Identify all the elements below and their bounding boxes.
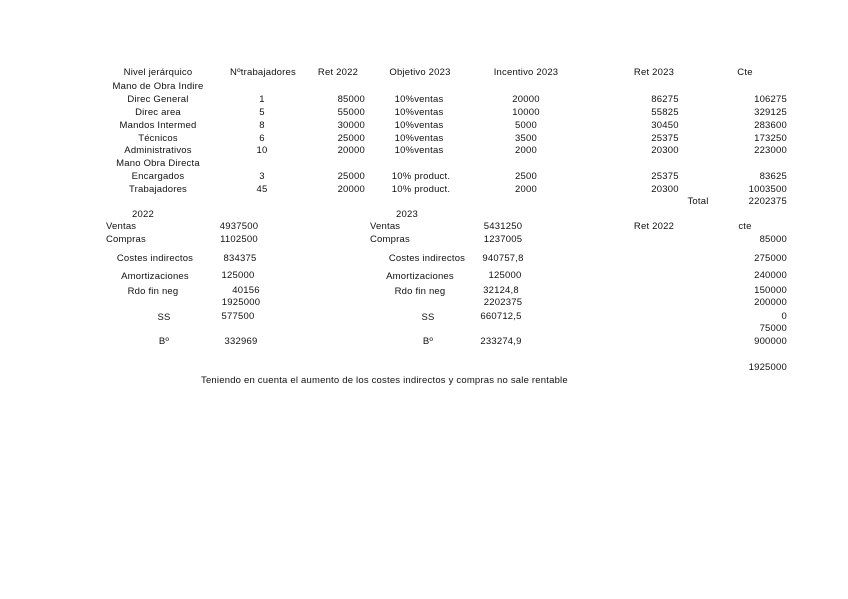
row-objetivo: 10% product. — [391, 184, 451, 195]
row-ret2023: 86275 — [651, 94, 679, 105]
b-2023-label: Bº — [422, 336, 434, 347]
costes-2023-label: Costes indirectos — [388, 253, 466, 264]
row-incentivo: 20000 — [512, 94, 540, 105]
row-objetivo: 10%ventas — [394, 145, 444, 156]
row-ret2022: 25000 — [337, 133, 365, 144]
row-cte: 223000 — [754, 145, 787, 156]
compras-2023-value: 1237005 — [483, 234, 523, 245]
row-nivel: Direc area — [135, 107, 181, 118]
header-nivel: Nivel jerárquico — [123, 67, 193, 78]
rdo-2023-value: 32124,8 — [483, 285, 519, 296]
header-ntrab: Nºtrabajadores — [230, 67, 296, 78]
amort-2022-label: Amortizaciones — [121, 271, 189, 282]
compras-2022-value: 1102500 — [220, 234, 258, 245]
row-ret2022: 30000 — [337, 120, 365, 131]
row-nivel: Direc General — [127, 94, 189, 105]
row-ret2023: 55825 — [651, 107, 679, 118]
row-cte: 173250 — [754, 133, 787, 144]
compras-2023-label: Compras — [370, 234, 410, 245]
side-value: 75000 — [759, 323, 787, 334]
side-value: 1925000 — [748, 362, 787, 373]
row-cte: 106275 — [754, 94, 787, 105]
rdo-2022-value: 40156 — [232, 285, 260, 296]
row-nivel: Administrativos — [124, 145, 192, 156]
row-ntrab: 3 — [259, 171, 265, 182]
header-cte: Cte — [737, 67, 753, 78]
row-ret2022: 55000 — [337, 107, 365, 118]
row-ntrab: 5 — [259, 107, 265, 118]
side-value: 240000 — [754, 270, 787, 281]
row-ntrab: 8 — [259, 120, 265, 131]
row-nivel: Encargados — [131, 171, 185, 182]
row-cte: 83625 — [759, 171, 787, 182]
ss-2022-value: 577500 — [221, 311, 255, 322]
row-ret2023: 25375 — [651, 171, 679, 182]
row-objetivo: 10%ventas — [394, 107, 444, 118]
row-nivel: Mandos Intermed — [119, 120, 197, 131]
row-incentivo: 5000 — [515, 120, 537, 131]
total-value: 2202375 — [748, 196, 787, 207]
ss-2023-value: 660712,5 — [480, 311, 522, 322]
ventas-2022-label: Ventas — [106, 221, 137, 232]
row-cte: 329125 — [754, 107, 787, 118]
row-ret2022: 85000 — [337, 94, 365, 105]
header-objetivo: Objetivo 2023 — [389, 67, 451, 78]
ventas-2023-label: Ventas — [370, 221, 401, 232]
header-incentivo: Incentivo 2023 — [493, 67, 559, 78]
row-incentivo: 10000 — [512, 107, 540, 118]
row-ntrab: 1 — [259, 94, 265, 105]
side-value: 85000 — [759, 234, 787, 245]
row-objetivo: 10%ventas — [394, 120, 444, 131]
rdo-2023-label: Rdo fin neg — [394, 286, 446, 297]
row-incentivo: 2000 — [515, 145, 537, 156]
amort-2023-value: 125000 — [488, 270, 522, 281]
row-ntrab: 6 — [259, 133, 265, 144]
row-ret2023: 25375 — [651, 133, 679, 144]
row-ret2023: 30450 — [651, 120, 679, 131]
row-ret2023: 20300 — [651, 184, 679, 195]
ss-2023-label: SS — [421, 312, 435, 323]
side-ret-label: Ret 2022 — [633, 221, 675, 232]
row-cte: 283600 — [754, 120, 787, 131]
row-nivel: Técnicos — [138, 133, 178, 144]
group-indirecta: Mano de Obra Indire — [112, 81, 204, 92]
row-ret2022: 20000 — [337, 145, 365, 156]
side-cte-label: cte — [738, 221, 752, 232]
side-value: 0 — [781, 311, 787, 322]
total-label: Total — [687, 196, 709, 207]
row-ret2022: 25000 — [337, 171, 365, 182]
header-ret2023: Ret 2023 — [633, 67, 675, 78]
side-value: 275000 — [754, 253, 787, 264]
side-value: 150000 — [754, 285, 787, 296]
row-ntrab: 45 — [256, 184, 268, 195]
row-objetivo: 10%ventas — [394, 94, 444, 105]
header-ret2022: Ret 2022 — [317, 67, 359, 78]
row-incentivo: 2500 — [515, 171, 537, 182]
row-ret2023: 20300 — [651, 145, 679, 156]
ss-2022-label: SS — [157, 312, 171, 323]
costes-2023-value: 940757,8 — [482, 253, 524, 264]
amort-2022-value: 125000 — [221, 270, 255, 281]
row-incentivo: 2000 — [515, 184, 537, 195]
costes-2022-label: Costes indirectos — [116, 253, 194, 264]
subtotal-2023-value: 2202375 — [483, 297, 523, 308]
ventas-2022-value: 4937500 — [219, 221, 259, 232]
row-objetivo: 10%ventas — [394, 133, 444, 144]
side-value: 200000 — [754, 297, 787, 308]
compras-2022-label: Compras — [106, 234, 146, 245]
b-2022-value: 332969 — [224, 336, 258, 347]
b-2023-value: 233274,9 — [480, 336, 522, 347]
row-ret2022: 20000 — [337, 184, 365, 195]
group-directa: Mano Obra Directa — [116, 158, 200, 169]
conclusion-text: Teniendo en cuenta el aumento de los costes indirectos y compras no sale rentable — [201, 375, 568, 386]
row-cte: 1003500 — [748, 184, 787, 195]
subtotal-2022-value: 1925000 — [221, 297, 261, 308]
year-2023-label: 2023 — [396, 209, 418, 220]
rdo-2022-label: Rdo fin neg — [127, 286, 179, 297]
ventas-2023-value: 5431250 — [483, 221, 523, 232]
row-incentivo: 3500 — [515, 133, 537, 144]
side-value: 900000 — [754, 336, 787, 347]
row-nivel: Trabajadores — [128, 184, 188, 195]
row-ntrab: 10 — [256, 145, 268, 156]
row-objetivo: 10% product. — [391, 171, 451, 182]
amort-2023-label: Amortizaciones — [386, 271, 454, 282]
year-2022-label: 2022 — [132, 209, 154, 220]
b-2022-label: Bº — [158, 336, 170, 347]
costes-2022-value: 834375 — [223, 253, 257, 264]
